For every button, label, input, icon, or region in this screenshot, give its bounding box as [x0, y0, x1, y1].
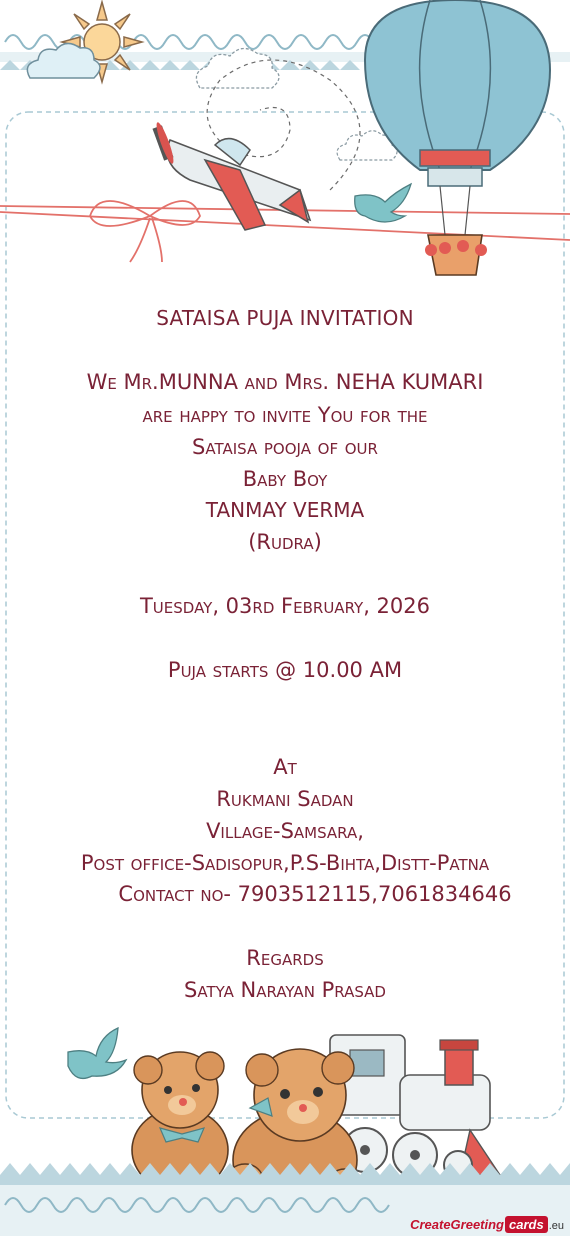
event-time: Puja starts @ 10.00 AM: [167, 658, 403, 682]
event-date: Tuesday, 03rd February, 2026: [139, 594, 430, 618]
occasion-line: Sataisa pooja of our: [192, 435, 378, 459]
bird-icon: [355, 184, 411, 222]
venue-name: Rukmani Sadan: [216, 787, 354, 811]
site-logo[interactable]: [410, 1217, 564, 1232]
venue-village: Village-Samsara,: [206, 819, 364, 843]
baby-nickname: (Rudra): [248, 530, 322, 554]
baby-name: TANMAY VERMA: [205, 498, 365, 522]
logo-part-3: .eu: [548, 1220, 564, 1232]
at-label: At: [273, 755, 297, 779]
bird-icon-bottom: [68, 1028, 126, 1078]
sender-name: Satya Narayan Prasad: [184, 978, 386, 1002]
airplane-icon: [152, 121, 310, 230]
logo-part-1: CreateGreeting: [410, 1217, 504, 1232]
logo-part-2: cards: [505, 1216, 548, 1233]
baby-line: Baby Boy: [242, 467, 328, 491]
hosts-line: We Mr.MUNNA and Mrs. NEHA KUMARI: [86, 370, 484, 394]
invite-line: are happy to invite You for the: [142, 403, 428, 427]
regards-label: Regards: [246, 946, 324, 970]
invitation-title: SATAISA PUJA INVITATION: [156, 306, 414, 330]
contact-numbers: Contact no- 7903512115,7061834646: [118, 882, 512, 906]
venue-post-office: Post office-Sadisopur,P.S-Bihta,Distt-Patna: [80, 851, 490, 875]
